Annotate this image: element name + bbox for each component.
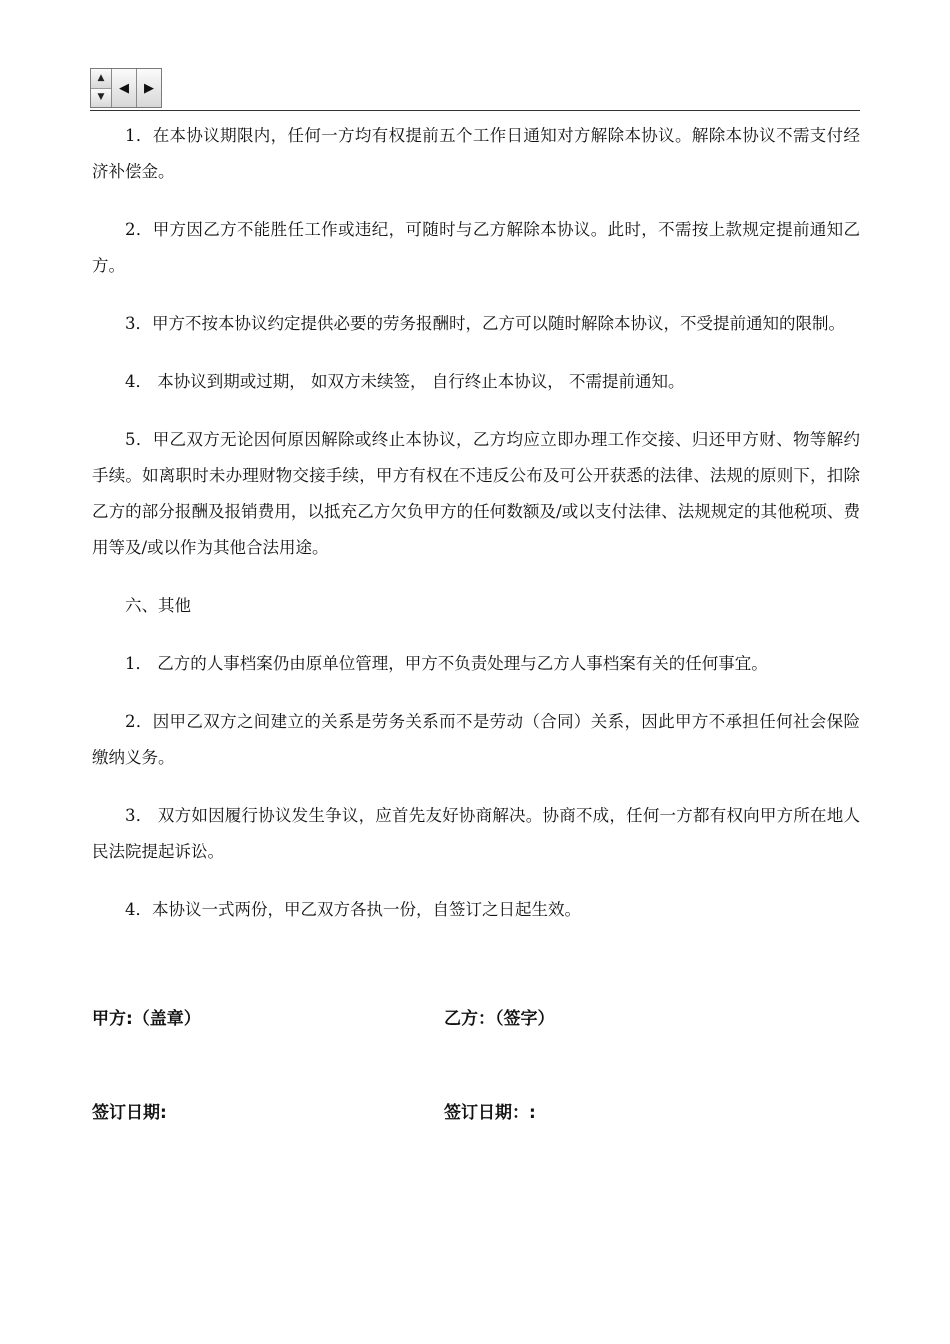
signature-date-row [92,1098,862,1123]
clause-other-4: 4．本协议一式两份，甲乙双方各执一份，自签订之日起生效。 [125,900,581,919]
clause-other-1: 1． 乙方的人事档案仍由原单位管理，甲方不负责处理与乙方人事档案有关的任何事宜。 [125,654,768,673]
clause-termination-5: 5．甲乙双方无论因何原因解除或终止本协议，乙方均应立即办理工作交接、归还甲方财、物等解约手续。如离职时未办理财物交接手续，甲方有权在不违反公布及可公开获悉的法律、法规的原则下，扣除乙方的部分报酬及报销费用，以抵充乙方欠负甲方的任何数额及/或以支付法律、法规规定的其他税项、费用等及/或以作为其他合法用途。 [92,430,860,557]
arrow-left-icon: ◀ [119,80,129,96]
clause-termination-4: 4． 本协议到期或过期， 如双方未续签， 自行终止本协议， 不需提前通知。 [125,372,685,391]
header-divider [90,110,860,111]
caret-down-icon: ▼ [97,92,105,103]
date-b-label: 签订日期：: [444,1103,536,1123]
arrow-right-icon: ▶ [144,80,154,96]
clause-termination-3: 3．甲方不按本协议约定提供必要的劳务报酬时，乙方可以随时解除本协议，不受提前通知的限制。 [125,314,845,333]
caret-up-icon: ▲ [97,72,105,83]
next-page-button[interactable] [137,69,161,107]
date-a-label: 签订日期: [92,1103,167,1123]
page-spinner [91,69,112,107]
signature-party-row [92,1004,862,1029]
clause-termination-1: 1．在本协议期限内，任何一方均有权提前五个工作日通知对方解除本协议。解除本协议不需支付经济补偿金。 [92,126,860,181]
party-b-label: 乙方：（签字） [444,1009,555,1029]
clause-termination-2: 2．甲方因乙方不能胜任工作或违纪，可随时与乙方解除本协议。此时，不需按上款规定提前通知乙方。 [92,220,860,275]
clause-other-2: 2．因甲乙双方之间建立的关系是劳务关系而不是劳动（合同）关系，因此甲方不承担任何社会保险缴纳义务。 [92,712,860,767]
party-a-label: 甲方:（盖章） [92,1009,201,1029]
spin-up-button[interactable] [91,69,111,88]
clause-other-3: 3． 双方如因履行协议发生争议，应首先友好协商解决。协商不成，任何一方都有权向甲方所在地人民法院提起诉讼。 [92,806,860,861]
document-body [92,118,860,950]
prev-page-button[interactable] [112,69,137,107]
section-heading-other: 六、其他 [125,596,191,615]
page-nav-control [90,68,162,108]
spin-down-button[interactable] [91,88,111,108]
